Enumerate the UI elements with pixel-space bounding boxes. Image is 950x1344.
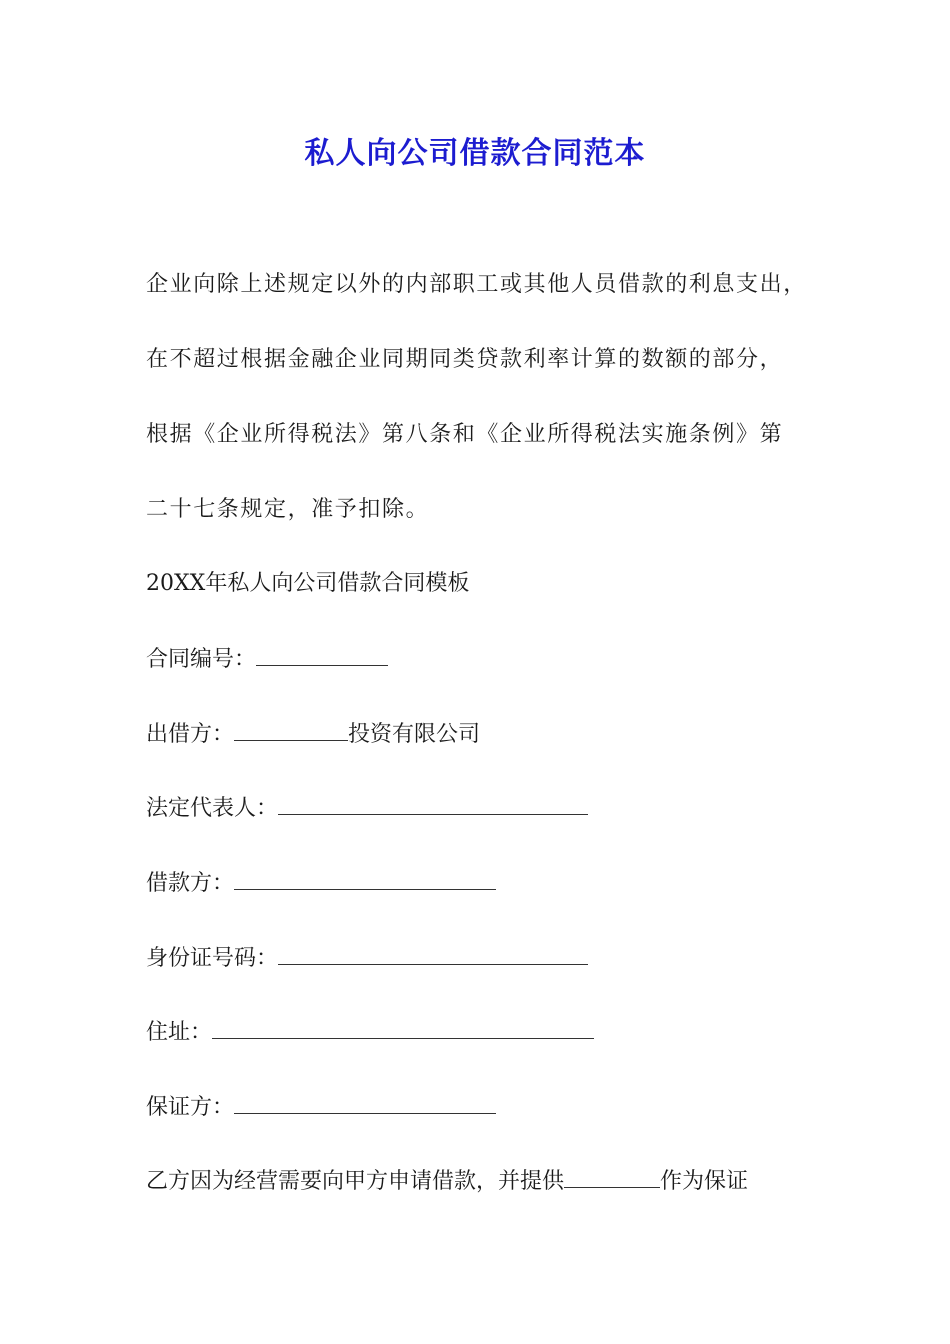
document-title: 私人向公司借款合同范本 — [304, 136, 646, 171]
contract-number-blank — [256, 641, 388, 666]
guarantee-clause — [146, 1163, 748, 1199]
guarantor-field — [146, 1089, 496, 1125]
address-field — [146, 1014, 594, 1050]
legal-representative-label: 法定代表人： — [146, 796, 279, 821]
borrower-field — [146, 865, 496, 901]
legal-representative-blank — [278, 790, 588, 815]
paragraph-line-1: 企业向除上述规定以外的内部职工或其他人员借款的利息支出， — [146, 272, 807, 297]
paragraph-line-3: 根据《企业所得税法》第八条和《企业所得税法实施条例》第 — [146, 422, 784, 447]
id-number-blank — [278, 940, 588, 965]
guarantor-label: 保证方： — [146, 1095, 235, 1120]
contract-number-label: 合同编号： — [146, 647, 257, 672]
lender-label: 出借方： — [146, 722, 235, 747]
address-blank — [212, 1014, 594, 1039]
paragraph-line-2: 在不超过根据金融企业同期同类贷款利率计算的数额的部分， — [146, 347, 784, 372]
id-number-label: 身份证号码： — [146, 946, 279, 971]
id-number-field — [146, 940, 588, 976]
guarantor-blank — [234, 1089, 496, 1114]
contract-number-field — [146, 641, 388, 677]
lender-suffix: 投资有限公司 — [348, 722, 481, 747]
lender-blank — [234, 716, 348, 741]
template-heading: 20XX年私人向公司借款合同模板 — [146, 571, 470, 596]
collateral-blank — [564, 1163, 660, 1188]
lender-field — [146, 716, 480, 752]
borrower-label: 借款方： — [146, 871, 235, 896]
clause-text-after: 作为保证 — [660, 1169, 749, 1194]
paragraph-line-4: 二十七条规定，准予扣除。 — [146, 497, 430, 522]
legal-representative-field — [146, 790, 588, 826]
borrower-blank — [234, 865, 496, 890]
clause-text-before: 乙方因为经营需要向甲方申请借款，并提供 — [146, 1169, 565, 1194]
address-label: 住址： — [146, 1020, 213, 1045]
